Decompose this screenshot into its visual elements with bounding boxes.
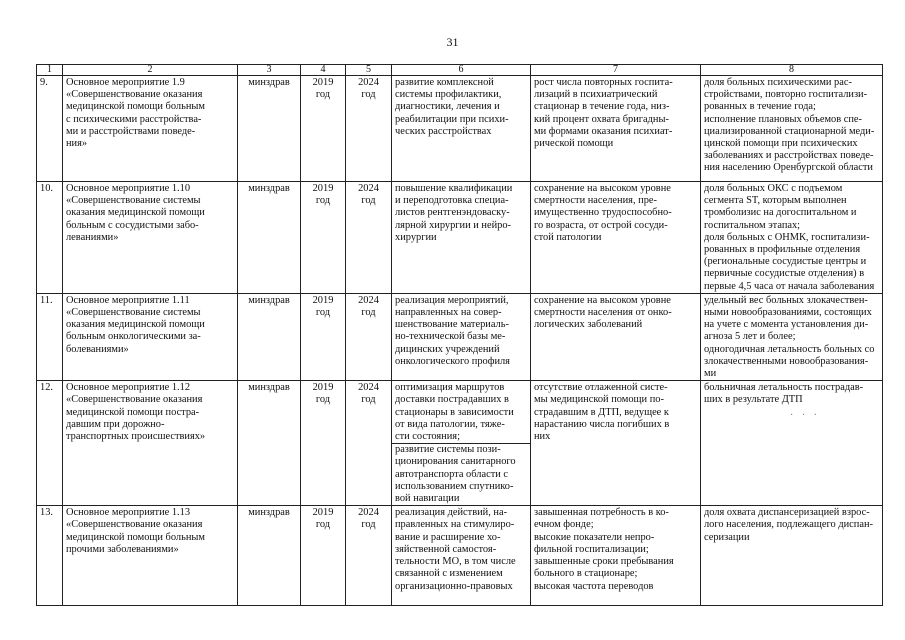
event-content-line: правленных на стимулиро- xyxy=(395,519,515,531)
non-implementation-consequences-line: рической помощи xyxy=(534,138,614,150)
event-name-line: «Совершенствование системы xyxy=(66,307,201,319)
event-content-line: но-технической базы ме- xyxy=(395,331,506,343)
event-content-line: реализация действий, на- xyxy=(395,507,508,519)
responsible: минздрав xyxy=(238,506,301,606)
related-indicators xyxy=(701,182,883,294)
non-implementation-consequences-line: имущественно трудоспособно- xyxy=(534,207,672,219)
start-year xyxy=(301,506,346,606)
row-number: 10. xyxy=(37,182,63,294)
event-content-line: зяйственной самостоя- xyxy=(395,543,497,555)
end-year xyxy=(346,506,392,606)
non-implementation-consequences-line: го возраста, от острой сосуди- xyxy=(534,219,668,231)
end-year-line: 2024 xyxy=(358,382,379,394)
non-implementation-consequences-line: ечном фонде; xyxy=(534,519,594,531)
start-year xyxy=(301,182,346,294)
end-year-line: 2024 xyxy=(358,507,379,519)
non-implementation-consequences-line: кий процент охвата бригадны- xyxy=(534,113,669,125)
event-name xyxy=(63,293,238,380)
event-name-line: «Совершенствование оказания xyxy=(66,89,203,101)
event-name-line: больным онкологическими за- xyxy=(66,331,201,343)
start-year xyxy=(301,76,346,182)
event-name-line: Основное мероприятие 1.13 xyxy=(66,507,191,519)
end-year-line: год xyxy=(361,89,376,101)
related-indicators-line: больничная летальность пострадав- xyxy=(704,382,864,394)
event-content-line: повышение квалификации xyxy=(395,183,513,194)
event-content-line: системы профилактики, xyxy=(395,89,502,101)
related-indicators-line: доля охвата диспансеризацией взрос- xyxy=(704,507,870,519)
non-implementation-consequences-line: завышенная потребность в ко- xyxy=(534,507,669,519)
non-implementation-consequences-line: фильной госпитализации; xyxy=(534,543,649,555)
event-name-line: «Совершенствование системы xyxy=(66,195,201,207)
event-content-line: шенствование материаль- xyxy=(395,319,509,331)
related-indicators-line: (региональные сосудистые центры и xyxy=(704,256,867,268)
non-implementation-consequences-line: мы медицинской помощи по- xyxy=(534,394,664,406)
row-number: 11. xyxy=(37,293,63,380)
related-indicators-line: серизации xyxy=(704,531,750,543)
event-content-line: лярной хирургии и нейро- xyxy=(395,219,512,231)
column-number: 6 xyxy=(392,65,531,76)
event-content-line: оптимизация маршрутов xyxy=(395,382,505,394)
event-content xyxy=(392,76,531,182)
non-implementation-consequences-line: отсутствие отлаженной систе- xyxy=(534,382,668,394)
related-indicators-line: удельный вес больных злокачествен- xyxy=(704,294,868,306)
event-content-line: реализация мероприятий, xyxy=(395,294,509,306)
related-indicators-line: ными новообразованиями, состоящих xyxy=(704,307,872,319)
non-implementation-consequences xyxy=(531,76,701,182)
start-year-line: 2019 xyxy=(312,183,334,194)
start-year-line: 2019 xyxy=(312,382,334,394)
table-row xyxy=(37,381,883,506)
responsible: минздрав xyxy=(238,182,301,294)
event-content xyxy=(392,381,531,506)
event-content-line: и переподготовка специа- xyxy=(395,195,509,207)
column-number: 4 xyxy=(301,65,346,76)
event-content-line: сти состояния; xyxy=(395,431,460,443)
non-implementation-consequences-line: стационар в течение года, низ- xyxy=(534,101,670,113)
event-name-line: оказания медицинской помощи xyxy=(66,319,205,331)
event-name xyxy=(63,76,238,182)
event-name-line: Основное мероприятие 1.11 xyxy=(66,294,190,306)
related-indicators-line: заболеваниях и расстройствах поведе- xyxy=(704,150,874,162)
event-content-line: тельности МО, в том числе xyxy=(395,556,516,568)
event-name-line: медицинской помощи постра- xyxy=(66,406,200,418)
event-content-line: направленных на совер- xyxy=(395,307,502,319)
column-number: 5 xyxy=(346,65,392,76)
related-indicators-line: первичные сосудистые отделения) в xyxy=(704,268,865,280)
table-row xyxy=(37,182,883,294)
non-implementation-consequences-line: высокие показатели непро- xyxy=(534,531,655,543)
non-implementation-consequences xyxy=(531,381,701,506)
event-content xyxy=(392,182,531,294)
column-number: 2 xyxy=(63,65,238,76)
event-name-line: Основное мероприятие 1.9 xyxy=(66,77,185,88)
event-content-line: развитие системы пози- xyxy=(395,444,501,456)
non-implementation-consequences-line: них xyxy=(534,431,551,443)
start-year-line: год xyxy=(315,195,331,207)
event-name-line: оказания медицинской помощи xyxy=(66,207,205,219)
non-implementation-consequences-line: сохранение на высоком уровне xyxy=(534,183,671,194)
event-content-line: организационно-правовых xyxy=(395,580,513,592)
responsible: минздрав xyxy=(238,381,301,506)
non-implementation-consequences xyxy=(531,293,701,380)
start-year-line: год xyxy=(315,307,331,319)
event-name-line: медицинской помощи больным xyxy=(66,531,205,543)
related-indicators-line: злокачественными новообразования- xyxy=(704,355,869,367)
start-year-line: 2019 xyxy=(312,294,334,306)
scan-specks: · · · xyxy=(790,410,820,421)
non-implementation-consequences-line: высокая частота переводов xyxy=(534,580,654,592)
related-indicators-line: циализированной стационарной меди- xyxy=(704,125,875,137)
start-year-line: год xyxy=(315,519,331,531)
event-name-line: медицинской помощи больным xyxy=(66,101,205,113)
non-implementation-consequences-line: ми формами оказания психиат- xyxy=(534,125,673,137)
related-indicators xyxy=(701,293,883,380)
related-indicators xyxy=(701,381,883,506)
non-implementation-consequences-line: больного в стационаре; xyxy=(534,568,638,580)
end-year xyxy=(346,182,392,294)
event-content-line: стационары в зависимости xyxy=(395,406,514,418)
event-name-line: Основное мероприятие 1.10 xyxy=(66,183,191,194)
end-year-line: 2024 xyxy=(358,183,379,194)
related-indicators-line: лого населения, подлежащего диспан- xyxy=(704,519,873,531)
event-content-line: вание и расширение хо- xyxy=(395,531,501,543)
end-year-line: год xyxy=(361,394,376,406)
event-content-line: онкологического профиля xyxy=(395,355,510,367)
column-number: 1 xyxy=(37,65,63,76)
related-indicators-line: ния населению Оренбургской области xyxy=(704,162,873,174)
end-year xyxy=(346,76,392,182)
column-number-row xyxy=(37,65,883,76)
non-implementation-consequences-line: рост числа повторных госпита- xyxy=(534,77,673,88)
related-indicators-line: агноза 5 лет и более; xyxy=(704,331,796,343)
event-content-line: листов рентгенэндоваску- xyxy=(395,207,510,219)
start-year-line: 2019 xyxy=(312,507,334,519)
non-implementation-consequences-line: страдавшим в ДТП, ведущее к xyxy=(534,406,669,418)
event-content-line: доставки пострадавших в xyxy=(395,394,509,406)
row-number: 13. xyxy=(37,506,63,606)
table-row xyxy=(37,76,883,182)
end-year-line: год xyxy=(361,195,376,207)
page-number: 31 xyxy=(446,35,459,49)
program-events-table xyxy=(36,64,883,606)
related-indicators-line: рованных в профильные отделения xyxy=(704,244,861,256)
event-content xyxy=(392,506,531,606)
related-indicators-line: рованных в течение года; xyxy=(704,101,816,113)
responsible: минздрав xyxy=(238,293,301,380)
end-year-line: 2024 xyxy=(358,77,379,88)
event-name-line: леваниями» xyxy=(66,231,119,243)
related-indicators-line: тромболизис на догоспитальном и xyxy=(704,207,857,219)
related-indicators-line: на учете с момента установления ди- xyxy=(704,319,869,331)
event-content-line: вой навигации xyxy=(395,493,460,505)
event-content-line: реабилитации при психи- xyxy=(395,113,509,125)
non-implementation-consequences-line: смертности населения от онко- xyxy=(534,307,672,319)
related-indicators-line: сегмента ST, которым выполнен xyxy=(704,195,847,207)
event-name-line: транспортных происшествиях» xyxy=(66,431,206,443)
event-content-line: использованием спутнико- xyxy=(395,480,514,492)
related-indicators-line: первые 4,5 часа от начала заболевания xyxy=(704,280,875,292)
non-implementation-consequences-line: стой патологии xyxy=(534,231,602,243)
table-row xyxy=(37,293,883,380)
event-content-line: ческих расстройствах xyxy=(395,125,492,137)
responsible: минздрав xyxy=(238,76,301,182)
event-content xyxy=(392,293,531,380)
non-implementation-consequences-line: сохранение на высоком уровне xyxy=(534,294,671,306)
row-number: 9. xyxy=(37,76,63,182)
event-name-line: давшим при дорожно- xyxy=(66,418,165,430)
related-indicators-line: исполнение плановых объемов спе- xyxy=(704,113,863,125)
related-indicators-line: стройствами, повторно госпитализи- xyxy=(704,89,868,101)
non-implementation-consequences-line: нарастанию числа погибших в xyxy=(534,418,670,430)
event-name-line: ния» xyxy=(66,138,88,150)
column-number: 7 xyxy=(531,65,701,76)
related-indicators-line: ми xyxy=(704,368,717,380)
related-indicators xyxy=(701,506,883,606)
event-name-line: «Совершенствование оказания xyxy=(66,394,203,406)
non-implementation-consequences-line: лизаций в психиатрический xyxy=(534,89,658,101)
related-indicators-line: доля больных с ОНМК, госпитализи- xyxy=(704,231,870,243)
event-name-line: Основное мероприятие 1.12 xyxy=(66,382,191,394)
end-year xyxy=(346,381,392,506)
event-name xyxy=(63,381,238,506)
event-name xyxy=(63,506,238,606)
event-name-line: больным с сосудистыми забо- xyxy=(66,219,199,231)
event-content-line: хирургии xyxy=(395,231,437,243)
non-implementation-consequences xyxy=(531,182,701,294)
event-content-line: дицинских учреждений xyxy=(395,343,500,355)
start-year-line: 2019 xyxy=(312,77,334,88)
start-year xyxy=(301,293,346,380)
related-indicators-line: одногодичная летальность больных со xyxy=(704,343,875,355)
non-implementation-consequences-line: завышенные сроки пребывания xyxy=(534,556,674,568)
event-name-line: прочими заболеваниями» xyxy=(66,543,179,555)
event-content-line: ционирования санитарного xyxy=(395,456,516,468)
event-content-line: связанной с изменением xyxy=(395,568,503,580)
start-year xyxy=(301,381,346,506)
event-name-line: болеваниями» xyxy=(66,343,129,355)
non-implementation-consequences-line: логических заболеваний xyxy=(534,319,643,331)
event-name-line: с психическими расстройства- xyxy=(66,113,202,125)
related-indicators-line: госпитальном этапах; xyxy=(704,219,801,231)
related-indicators-line: доля больных психическими рас- xyxy=(704,77,852,88)
non-implementation-consequences-line: смертности населения, пре- xyxy=(534,195,657,207)
related-indicators-line: доля больных ОКС с подъемом xyxy=(704,183,843,194)
start-year-line: год xyxy=(315,394,331,406)
end-year-line: год xyxy=(361,307,376,319)
end-year xyxy=(346,293,392,380)
event-content-line: развитие комплексной xyxy=(395,77,494,88)
event-content-line: автотранспорта области с xyxy=(395,468,509,480)
event-name-line: «Совершенствование оказания xyxy=(66,519,203,531)
end-year-line: 2024 xyxy=(358,294,379,306)
table-row xyxy=(37,506,883,606)
start-year-line: год xyxy=(315,89,331,101)
non-implementation-consequences xyxy=(531,506,701,606)
related-indicators-line: цинской помощи при психических xyxy=(704,138,858,150)
column-number: 8 xyxy=(701,65,883,76)
event-name xyxy=(63,182,238,294)
column-number: 3 xyxy=(238,65,301,76)
related-indicators-line: ших в результате ДТП xyxy=(704,394,803,406)
event-name-line: ми и расстройствами поведе- xyxy=(66,125,196,137)
event-content-line: диагностики, лечения и xyxy=(395,101,500,113)
related-indicators xyxy=(701,76,883,182)
row-number: 12. xyxy=(37,381,63,506)
event-content-line: от вида патологии, тяже- xyxy=(395,418,505,430)
end-year-line: год xyxy=(361,519,376,531)
